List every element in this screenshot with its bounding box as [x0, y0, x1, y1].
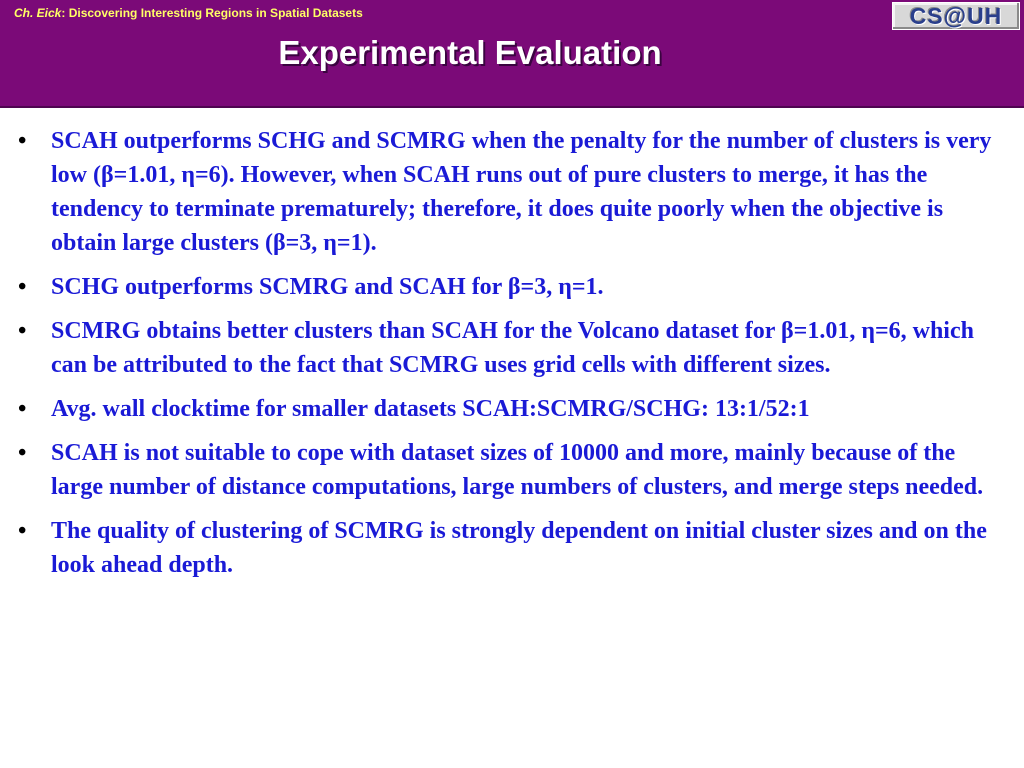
bullet-item	[18, 270, 1010, 304]
bullet-dot-icon: •	[18, 128, 27, 154]
bullet-list	[18, 124, 1010, 592]
bullet-dot-icon: •	[18, 274, 27, 300]
slide-title: Experimental Evaluation	[278, 34, 662, 71]
header-author: Ch. Eick	[14, 6, 62, 20]
cs-uh-logo	[892, 2, 1020, 30]
bullet-text: SCAH is not suitable to cope with dataset sizes of 10000 and more, mainly because of the large number of distance computations, large numbers of clusters, and merge steps needed.	[51, 440, 984, 500]
bullet-dot-icon: •	[18, 318, 27, 344]
bullet-item	[18, 124, 1010, 260]
logo-text: CS@UH	[909, 2, 1003, 29]
bullet-item	[18, 392, 1010, 426]
bullet-text: Avg. wall clocktime for smaller datasets SCAH:SCMRG/SCHG: 13:1/52:1	[51, 396, 810, 422]
bullet-item	[18, 514, 1010, 582]
bullet-text: SCMRG obtains better clusters than SCAH for the Volcano dataset for β=1.01, η=6, which can be attributed to the fact that SCMRG uses grid cells with different sizes.	[51, 318, 974, 378]
bullet-item	[18, 314, 1010, 382]
bullet-text: SCHG outperforms SCMRG and SCAH for β=3, η=1.	[51, 274, 604, 300]
slide-header	[0, 0, 1024, 108]
header-subtitle: : Discovering Interesting Regions in Spatial Datasets	[61, 6, 363, 20]
bullet-dot-icon: •	[18, 518, 27, 544]
bullet-text: SCAH outperforms SCHG and SCMRG when the penalty for the number of clusters is very low (β=1.01, η=6). However, when SCAH runs out of pure clusters to merge, it has the tendency to terminate prematurely; therefore, it does quite poorly when the objective is obtain large clusters (β=3, η=1).	[51, 128, 992, 256]
bullet-item	[18, 436, 1010, 504]
bullet-text: The quality of clustering of SCMRG is strongly dependent on initial cluster sizes and on the look ahead depth.	[51, 518, 987, 578]
bullet-dot-icon: •	[18, 396, 27, 422]
header-caption	[14, 6, 363, 20]
bullet-dot-icon: •	[18, 440, 27, 466]
